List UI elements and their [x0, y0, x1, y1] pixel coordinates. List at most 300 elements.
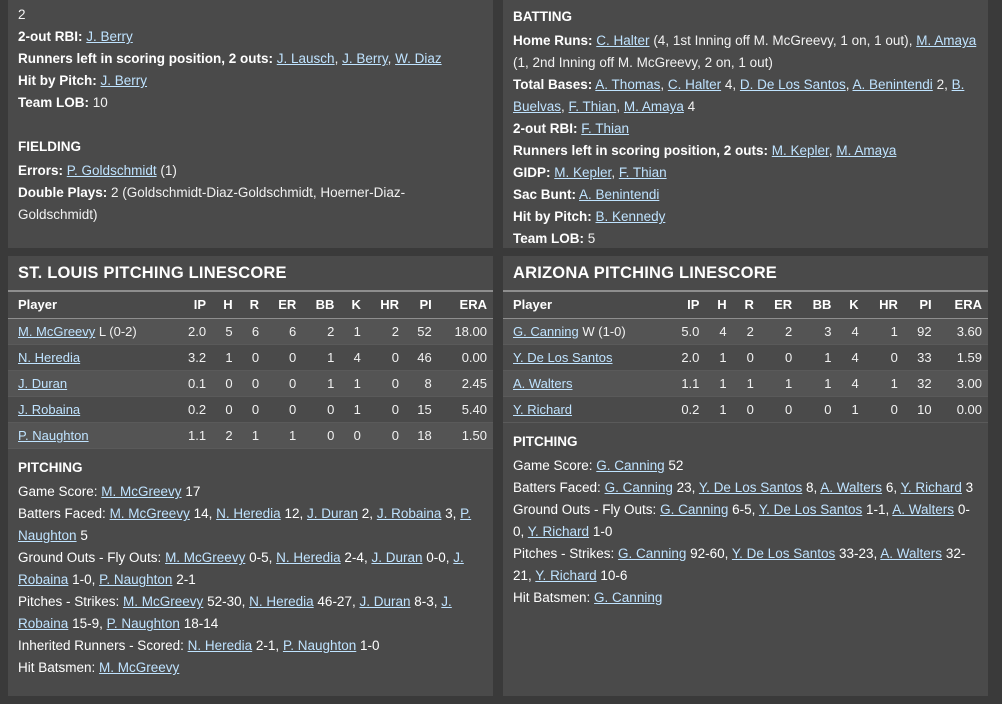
pitching-heading: PITCHING [18, 460, 83, 475]
player-link[interactable]: J. Berry [100, 73, 148, 88]
player-link[interactable]: J. Robaina [18, 594, 452, 631]
player-link[interactable]: A. Walters [513, 376, 573, 391]
player-link[interactable]: N. Heredia [18, 350, 81, 365]
errors-value: (1) [160, 163, 177, 178]
home-runs-label: Home Runs: [513, 33, 593, 48]
column-bb: BB [302, 292, 340, 319]
cell-k: 4 [837, 371, 864, 397]
player-link[interactable]: J. Duran [371, 550, 423, 565]
cell-h: 2 [212, 423, 238, 449]
team-lob-value: 10 [92, 95, 108, 110]
arizona-pitching-notes [503, 423, 988, 619]
player-link[interactable]: F. Thian [618, 165, 667, 180]
stat-value: 2-4 [344, 550, 364, 565]
column-r: R [239, 292, 265, 319]
cell-r: 0 [733, 345, 760, 371]
sac-bunt-label: Sac Bunt: [513, 187, 577, 202]
home-runs-line: Home Runs: C. Halter (4, 1st Inning off M. McGreevy, 1 on, 1 out), M. Amaya (1, 2nd Inning off M. McGreevy, 2 on, 1 out) [513, 33, 977, 70]
column-player: Player [503, 292, 667, 319]
sac-bunt-line [513, 184, 978, 206]
section-title: ARIZONA PITCHING LINESCORE [503, 256, 988, 292]
cell-er: 0 [265, 371, 302, 397]
stat-value: 5 [80, 528, 88, 543]
two-out-rbi-line [513, 118, 978, 140]
gidp-label: GIDP: [513, 165, 551, 180]
batters-faced-label: Batters Faced: [513, 480, 601, 495]
game-score-value: 52 [668, 458, 684, 473]
player-link[interactable]: M. Amaya [623, 99, 684, 114]
pitches-strikes-line: Pitches - Strikes: M. McGreevy 52-30, N. Heredia 46-27, J. Duran 8-3, J. Robaina 15-9, P. Naughton 18-14 [18, 594, 452, 631]
cell-er: 0 [265, 397, 302, 423]
cell-hr: 0 [865, 397, 904, 423]
total-bases-value: 4 [687, 99, 696, 114]
cell-h: 1 [705, 345, 732, 371]
stat-value: 18-14 [183, 616, 219, 631]
player-link[interactable]: G. Canning [604, 480, 673, 495]
double-plays-value: 2 (Goldschmidt-Diaz-Goldschmidt, Hoerner-Diaz-Goldschmidt) [18, 185, 406, 222]
table-row [503, 345, 988, 371]
stat-value: 0-5 [249, 550, 269, 565]
player-link[interactable]: M. Amaya [836, 143, 897, 158]
player-link[interactable]: C. Halter [596, 33, 650, 48]
errors-label: Errors: [18, 163, 64, 178]
player-cell[interactable] [8, 319, 175, 345]
player-link[interactable]: M. Amaya [916, 33, 977, 48]
player-link[interactable]: P. Naughton [99, 572, 173, 587]
stat-value: 32-21 [513, 546, 966, 583]
cell-pi: 46 [405, 345, 438, 371]
player-cell[interactable] [8, 423, 175, 449]
column-era: ERA [438, 292, 493, 319]
double-plays-label: Double Plays: [18, 185, 108, 200]
player-link[interactable]: F. Thian [581, 121, 630, 136]
table-row [8, 423, 493, 449]
cell-ip: 0.2 [667, 397, 705, 423]
player-link[interactable]: M. McGreevy [99, 660, 180, 675]
player-link[interactable]: G. Canning [596, 458, 665, 473]
player-link[interactable]: N. Heredia [249, 594, 314, 609]
cell-bb: 0 [798, 397, 837, 423]
player-link[interactable]: D. De Los Santos [739, 77, 846, 92]
stat-value: 6 [885, 480, 894, 495]
total-bases-line: Total Bases: A. Thomas, C. Halter 4, D. De Los Santos, A. Benintendi 2, B. Buelvas, F. Thian, M. Amaya 4 [513, 77, 965, 114]
player-cell[interactable] [8, 345, 175, 371]
ground-fly-outs-line: Ground Outs - Fly Outs: M. McGreevy 0-5, N. Heredia 2-4, J. Duran 0-0, J. Robaina 1-0, P. Naughton 2-1 [18, 550, 464, 587]
player-link[interactable]: P. Naughton [106, 616, 180, 631]
stat-value: 23 [676, 480, 692, 495]
player-link[interactable]: J. Robaina [18, 550, 464, 587]
table-header-row [503, 292, 988, 319]
arizona-batting [513, 4, 978, 248]
pitches-strikes-line: Pitches - Strikes: G. Canning 92-60, Y. De Los Santos 33-23, A. Walters 32-21, Y. Richard 10-6 [513, 546, 966, 583]
cell-hr: 0 [367, 397, 405, 423]
game-score-label: Game Score: [513, 458, 593, 473]
cell-h: 4 [705, 319, 732, 345]
player-link[interactable]: N. Heredia [187, 638, 253, 653]
stat-value: 3 [965, 480, 974, 495]
player-link[interactable]: M. McGreevy [101, 484, 182, 499]
cell-era: 5.40 [438, 397, 493, 423]
cell-r: 2 [733, 319, 760, 345]
ground-fly-outs-line: Ground Outs - Fly Outs: G. Canning 6-5, Y. De Los Santos 1-1, A. Walters 0-0, Y. Richard 1-0 [513, 502, 970, 539]
risp-label: Runners left in scoring position, 2 outs: [513, 143, 769, 158]
player-link[interactable]: Y. Richard [900, 480, 962, 495]
section-title: ST. LOUIS PITCHING LINESCORE [8, 256, 493, 292]
cell-er: 2 [760, 319, 798, 345]
player-link[interactable]: A. Walters [880, 546, 943, 561]
column-k: K [340, 292, 366, 319]
column-player: Player [8, 292, 175, 319]
errors-line [18, 160, 483, 182]
column-r: R [733, 292, 760, 319]
cell-pi: 32 [904, 371, 938, 397]
cell-k: 4 [340, 345, 366, 371]
batters-faced-line: Batters Faced: M. McGreevy 14, N. Heredia 12, J. Duran 2, J. Robaina 3, P. Naughton 5 [18, 506, 472, 543]
st-louis-batting-tail [18, 4, 483, 226]
left-column-top [8, 0, 493, 248]
home-run-detail: (4, 1st Inning off M. McGreevy, 1 on, 1 out) [653, 33, 909, 48]
game-score-line [513, 455, 978, 477]
right-column-bottom [503, 248, 988, 696]
total-bases-value: 4 [724, 77, 733, 92]
cell-ip: 3.2 [175, 345, 212, 371]
cell-hr: 1 [865, 319, 904, 345]
table-header-row [8, 292, 493, 319]
cell-era: 1.59 [938, 345, 988, 371]
cell-era: 0.00 [438, 345, 493, 371]
pitching-heading: PITCHING [513, 434, 578, 449]
two-out-rbi-line [18, 26, 483, 48]
fielding-heading: FIELDING [18, 139, 81, 154]
player-link[interactable]: J. Robaina [376, 506, 442, 521]
player-cell[interactable] [503, 319, 667, 345]
cell-k: 0 [340, 423, 366, 449]
stat-value: 46-27 [317, 594, 352, 609]
cell-r: 0 [733, 397, 760, 423]
player-link[interactable]: Y. Richard [535, 568, 597, 583]
cell-pi: 10 [904, 397, 938, 423]
cell-k: 4 [837, 345, 864, 371]
player-link[interactable]: J. Berry [86, 29, 133, 44]
stat-value: 10-6 [600, 568, 628, 583]
cell-h: 5 [212, 319, 238, 345]
player-cell[interactable] [503, 371, 667, 397]
risp-label: Runners left in scoring position, 2 outs: [18, 51, 274, 66]
team-lob-label: Team LOB: [513, 231, 585, 246]
stat-value: 33-23 [839, 546, 874, 561]
column-bb: BB [798, 292, 837, 319]
player-link[interactable]: G. Canning [618, 546, 687, 561]
cell-r: 0 [239, 345, 265, 371]
player-link[interactable]: M. McGreevy [123, 594, 204, 609]
stat-value: 1-0 [592, 524, 613, 539]
player-link[interactable]: J. Berry [342, 51, 388, 66]
top-row [0, 0, 1002, 248]
column-hr: HR [865, 292, 904, 319]
cell-pi: 18 [405, 423, 438, 449]
decision-label: L (0-2) [95, 324, 137, 339]
player-link[interactable]: M. Kepler [771, 143, 829, 158]
table-row [8, 397, 493, 423]
team-lob-line [18, 92, 483, 114]
pitches-strikes-label: Pitches - Strikes: [18, 594, 120, 609]
cell-pi: 15 [405, 397, 438, 423]
cell-k: 1 [837, 397, 864, 423]
total-bases-label: Total Bases: [513, 77, 593, 92]
cell-ip: 2.0 [667, 345, 705, 371]
risp-line: Runners left in scoring position, 2 outs: J. Lausch, J. Berry, W. Diaz [18, 51, 442, 66]
stat-value: 52-30 [207, 594, 242, 609]
right-column-top [503, 0, 988, 248]
st-louis-pitching-linescore-panel [8, 256, 493, 696]
inherited-runners-line: Inherited Runners - Scored: N. Heredia 2-1, P. Naughton 1-0 [18, 638, 380, 653]
player-link[interactable]: P. Naughton [282, 638, 357, 653]
game-score-line [18, 481, 483, 503]
stat-value: 14 [193, 506, 209, 521]
arizona-pitching-linescore-panel [503, 256, 988, 696]
column-k: K [837, 292, 864, 319]
stat-value: 0-0 [513, 502, 970, 539]
cell-h: 1 [705, 397, 732, 423]
player-link[interactable]: J. Duran [306, 506, 359, 521]
cell-pi: 92 [904, 319, 938, 345]
cell-hr: 1 [865, 371, 904, 397]
team-lob-label: Team LOB: [18, 95, 90, 110]
stat-value: 2-1 [176, 572, 196, 587]
lob-count: 2 [18, 7, 26, 22]
home-run-detail: (1, 2nd Inning off M. McGreevy, 2 on, 1 out) [513, 55, 773, 70]
column-ip: IP [667, 292, 705, 319]
cell-bb: 1 [798, 371, 837, 397]
column-hr: HR [367, 292, 405, 319]
pitches-strikes-label: Pitches - Strikes: [513, 546, 615, 561]
table-row [8, 345, 493, 371]
player-link[interactable]: M. McGreevy [109, 506, 190, 521]
two-out-rbi-label: 2-out RBI: [18, 29, 83, 44]
cell-hr: 0 [367, 371, 405, 397]
bottom-row [0, 248, 1002, 696]
hit-batsmen-line [513, 587, 978, 609]
column-h: H [705, 292, 732, 319]
cell-k: 1 [340, 319, 366, 345]
cell-er: 0 [760, 345, 798, 371]
cell-er: 0 [760, 397, 798, 423]
cell-era: 1.50 [438, 423, 493, 449]
risp-line: Runners left in scoring position, 2 outs: M. Kepler, M. Amaya [513, 143, 897, 158]
player-cell[interactable] [8, 397, 175, 423]
column-er: ER [265, 292, 302, 319]
cell-ip: 1.1 [175, 423, 212, 449]
cell-era: 18.00 [438, 319, 493, 345]
player-link[interactable]: Y. Richard [527, 524, 590, 539]
batting-heading: BATTING [513, 9, 572, 24]
table-row [503, 371, 988, 397]
total-bases-value: 2 [936, 77, 945, 92]
cell-hr: 0 [865, 345, 904, 371]
stat-value: 1-1 [866, 502, 886, 517]
cell-bb: 0 [302, 423, 340, 449]
table-row [8, 371, 493, 397]
stat-value: 12 [284, 506, 300, 521]
table-row [503, 319, 988, 345]
cell-era: 3.00 [938, 371, 988, 397]
double-plays-line [18, 182, 483, 226]
arizona-pitching-table [503, 292, 988, 423]
player-link[interactable]: J. Lausch [276, 51, 335, 66]
stat-value: 92-60 [690, 546, 725, 561]
player-link[interactable]: Y. Richard [513, 402, 573, 417]
player-link[interactable]: A. Benintendi [579, 187, 660, 202]
arizona-batting-panel [503, 0, 988, 248]
decision-label: W (1-0) [578, 324, 626, 339]
player-link[interactable]: J. Duran [359, 594, 411, 609]
hit-by-pitch-line [18, 70, 483, 92]
player-link[interactable]: M. McGreevy [18, 324, 96, 339]
player-link[interactable]: J. Robaina [18, 402, 81, 417]
player-cell[interactable] [503, 345, 667, 371]
column-er: ER [760, 292, 798, 319]
stat-value: 8 [806, 480, 814, 495]
hit-by-pitch-line [513, 206, 978, 228]
player-link[interactable]: A. Benintendi [852, 77, 933, 92]
stat-value: 2-1 [255, 638, 276, 653]
stat-value: 8-3 [414, 594, 434, 609]
cell-h: 1 [705, 371, 732, 397]
hit-by-pitch-label: Hit by Pitch: [18, 73, 97, 88]
cell-er: 0 [265, 345, 302, 371]
stat-value: 0-0 [426, 550, 446, 565]
player-link[interactable]: G. Canning [513, 324, 579, 339]
cell-r: 1 [733, 371, 760, 397]
player-cell[interactable] [503, 397, 667, 423]
cell-era: 0.00 [938, 397, 988, 423]
player-link[interactable]: C. Halter [667, 77, 722, 92]
player-link[interactable]: N. Heredia [216, 506, 281, 521]
left-column-bottom [8, 248, 493, 696]
stat-value: 2 [361, 506, 370, 521]
player-link[interactable]: F. Thian [568, 99, 617, 114]
cell-pi: 33 [904, 345, 938, 371]
st-louis-pitching-notes [8, 449, 493, 689]
player-link[interactable]: M. McGreevy [165, 550, 246, 565]
team-lob-value: 5 [587, 231, 596, 246]
spacer [18, 114, 483, 126]
cell-er: 6 [265, 319, 302, 345]
player-link[interactable]: B. Buelvas [513, 77, 965, 114]
cell-pi: 52 [405, 319, 438, 345]
cell-k: 1 [340, 397, 366, 423]
cell-bb: 3 [798, 319, 837, 345]
cell-bb: 1 [302, 345, 340, 371]
cell-h: 0 [212, 371, 238, 397]
cell-r: 1 [239, 423, 265, 449]
two-out-rbi-label: 2-out RBI: [513, 121, 578, 136]
player-link[interactable]: P. Naughton [18, 428, 89, 443]
stat-value: 6-5 [732, 502, 752, 517]
cell-h: 1 [212, 345, 238, 371]
player-cell[interactable] [8, 371, 175, 397]
player-link[interactable]: J. Duran [18, 376, 68, 391]
cell-ip: 0.2 [175, 397, 212, 423]
column-ip: IP [175, 292, 212, 319]
lob-count-line [18, 4, 483, 26]
st-louis-batting-fielding-panel [8, 0, 493, 248]
cell-ip: 0.1 [175, 371, 212, 397]
cell-hr: 0 [367, 345, 405, 371]
player-link[interactable]: M. Kepler [554, 165, 612, 180]
gidp-line: GIDP: M. Kepler, F. Thian [513, 165, 667, 180]
column-era: ERA [938, 292, 988, 319]
player-link[interactable]: P. Naughton [18, 506, 472, 543]
player-link[interactable]: B. Kennedy [595, 209, 666, 224]
cell-ip: 1.1 [667, 371, 705, 397]
team-lob-line [513, 228, 978, 248]
player-link[interactable]: Y. De Los Santos [513, 350, 613, 365]
column-pi: PI [904, 292, 938, 319]
cell-bb: 0 [302, 397, 340, 423]
game-score-label: Game Score: [18, 484, 98, 499]
game-score-value: 17 [185, 484, 201, 499]
cell-bb: 1 [302, 371, 340, 397]
stat-value: 3 [445, 506, 453, 521]
cell-k: 4 [837, 319, 864, 345]
cell-era: 2.45 [438, 371, 493, 397]
column-h: H [212, 292, 238, 319]
player-link[interactable]: A. Walters [892, 502, 955, 517]
cell-r: 6 [239, 319, 265, 345]
st-louis-pitching-table [8, 292, 493, 449]
cell-h: 0 [212, 397, 238, 423]
player-link[interactable]: G. Canning [660, 502, 729, 517]
cell-r: 0 [239, 397, 265, 423]
stat-value: 1-0 [360, 638, 380, 653]
table-row [8, 319, 493, 345]
cell-r: 0 [239, 371, 265, 397]
player-link[interactable]: Y. De Los Santos [758, 502, 863, 517]
cell-era: 3.60 [938, 319, 988, 345]
cell-k: 1 [340, 371, 366, 397]
hit-batsmen-label: Hit Batsmen: [513, 590, 591, 605]
cell-ip: 5.0 [667, 319, 705, 345]
cell-bb: 2 [302, 319, 340, 345]
cell-bb: 1 [798, 345, 837, 371]
player-link[interactable]: W. Diaz [395, 51, 442, 66]
inherited-runners-label: Inherited Runners - Scored: [18, 638, 184, 653]
cell-er: 1 [760, 371, 798, 397]
ground-fly-outs-label: Ground Outs - Fly Outs: [18, 550, 162, 565]
player-link[interactable]: Y. De Los Santos [731, 546, 836, 561]
cell-hr: 0 [367, 423, 405, 449]
batters-faced-label: Batters Faced: [18, 506, 106, 521]
player-link[interactable]: G. Canning [594, 590, 663, 605]
player-link[interactable]: P. Goldschmidt [66, 163, 157, 178]
hit-batsmen-label: Hit Batsmen: [18, 660, 96, 675]
cell-ip: 2.0 [175, 319, 212, 345]
player-link[interactable]: A. Walters [820, 480, 883, 495]
stat-value: 1-0 [72, 572, 92, 587]
hit-batsmen-line [18, 657, 483, 679]
table-row [503, 397, 988, 423]
cell-hr: 2 [367, 319, 405, 345]
player-link[interactable]: A. Thomas [595, 77, 661, 92]
column-pi: PI [405, 292, 438, 319]
hit-by-pitch-label: Hit by Pitch: [513, 209, 592, 224]
ground-fly-outs-label: Ground Outs - Fly Outs: [513, 502, 657, 517]
player-link[interactable]: N. Heredia [276, 550, 341, 565]
stat-value: 15-9 [72, 616, 100, 631]
player-link[interactable]: Y. De Los Santos [698, 480, 803, 495]
batters-faced-line: Batters Faced: G. Canning 23, Y. De Los Santos 8, A. Walters 6, Y. Richard 3 [513, 480, 974, 495]
